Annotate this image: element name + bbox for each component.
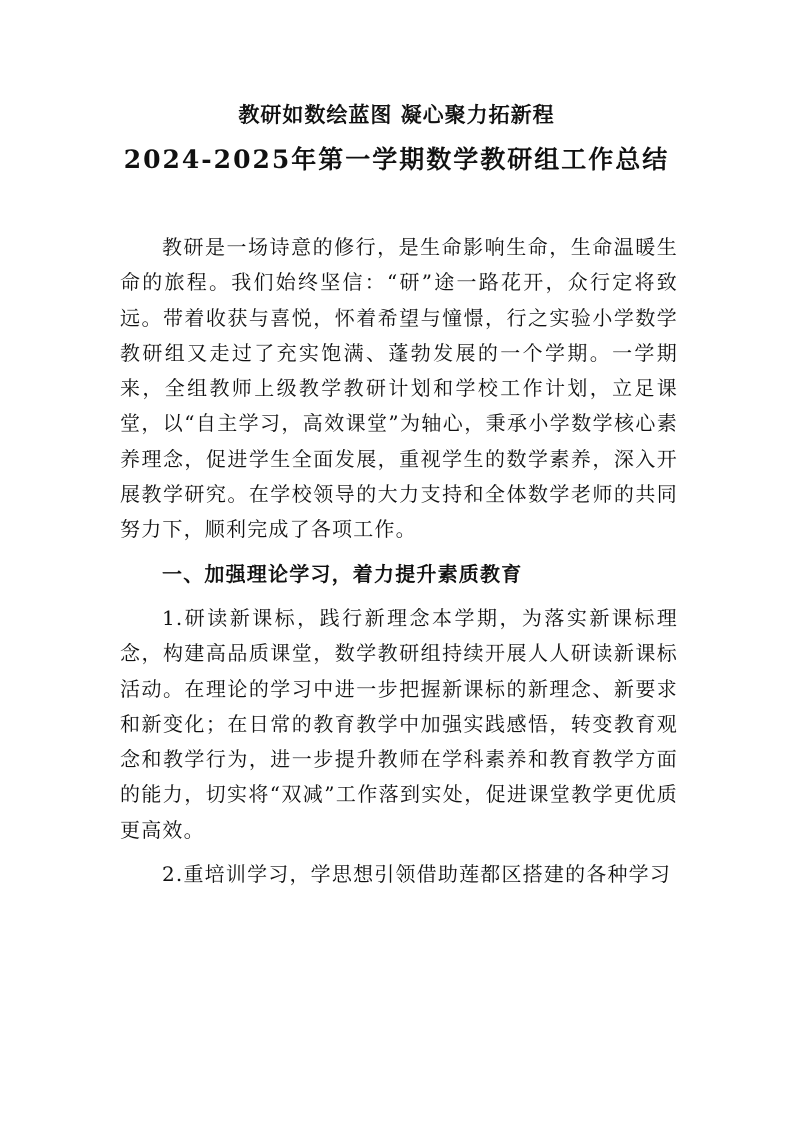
- item-1-paragraph: 1.研读新课标，践行新理念本学期，为落实新课标理念，构建高品质课堂，数学教研组持续开展人人研读新课标活动。在理论的学习中进一步把握新课标的新理念、新要求和新变化；在日常的教育教学中加强实践感悟，转变教育观念和教学行为，进一步提升教师在学科素养和教育教学方面的能力，切实将“双减”工作落到实处，促进课堂教学更优质更高效。: [120, 605, 678, 842]
- section-1-heading: 一、加强理论学习，着力提升素质教育: [162, 561, 523, 586]
- document-title-line-2: 2024-2025年第一学期数学教研组工作总结: [123, 145, 670, 174]
- item-2-paragraph: 2.重培训学习，学思想引领借助莲都区搭建的各种学习: [162, 862, 672, 887]
- intro-paragraph: 教研是一场诗意的修行，是生命影响生命，生命温暖生命的旅程。我们始终坚信：“研”途一路花开，众行定将致远。带着收获与喜悦，怀着希望与憧憬，行之实验小学数学教研组又走过了充实饱满、蓬勃发展的一个学期。一学期来，全组教师上级教学教研计划和学校工作计划，立足课堂，以“自主学习，高效课堂”为轴心，秉承小学数学核心素养理念，促进学生全面发展，重视学生的数学素养，深入开展教学研究。在学校领导的大力支持和全体数学老师的共同努力下，顺利完成了各项工作。: [120, 235, 678, 542]
- document-title-line-1: 教研如数绘蓝图 凝心聚力拓新程: [238, 102, 555, 127]
- document-body: [120, 230, 678, 892]
